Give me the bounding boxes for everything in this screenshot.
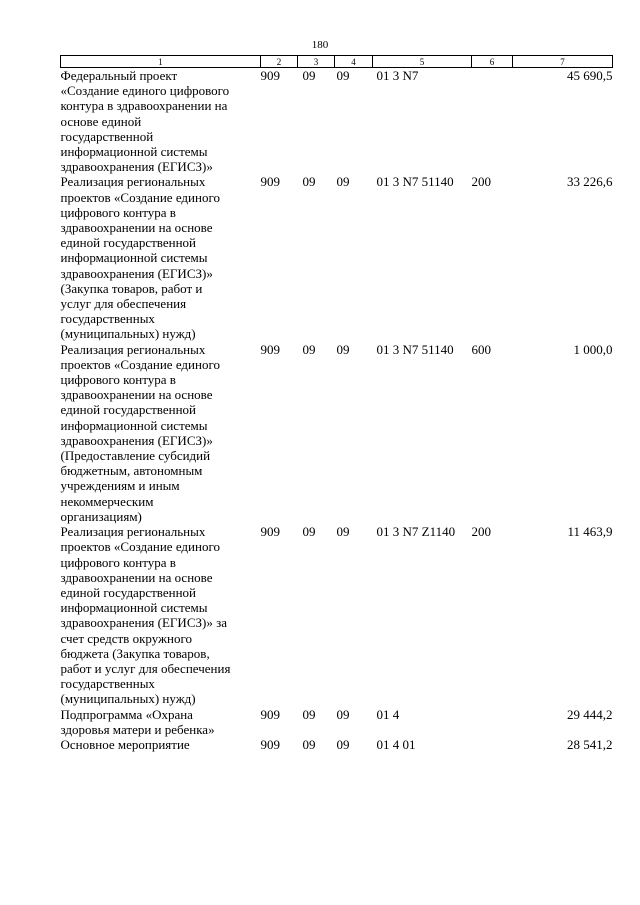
item-name-line: государственных: [60, 676, 155, 692]
admin-code-cell: 909: [260, 706, 280, 722]
subsection-code-cell: 09: [336, 174, 350, 190]
table-row: [61, 707, 613, 737]
table-row: [61, 737, 613, 752]
item-name-line: организациям): [60, 508, 142, 524]
expense-type-cell: [472, 707, 513, 737]
item-name-cell: [61, 174, 261, 341]
column-number: 6: [472, 56, 513, 68]
item-name-line: Основное мероприятие: [60, 736, 190, 752]
item-name-line: (Закупка товаров, работ и: [60, 280, 203, 296]
column-number: 3: [298, 56, 335, 68]
item-name-line: цифрового контура в: [60, 372, 176, 388]
admin-code-cell: 909: [260, 68, 280, 83]
expense-type-cell: [472, 737, 513, 752]
item-name-line: Реализация региональных: [60, 341, 206, 357]
admin-code-cell: 909: [260, 174, 280, 190]
item-name-line: информационной системы: [60, 250, 208, 266]
admin-code-cell: 909: [260, 736, 280, 752]
item-name-cell: [61, 524, 261, 706]
section-code-cell: 09: [302, 341, 316, 357]
subsection-code-cell: 09: [336, 341, 350, 357]
column-number-header-row: [61, 56, 613, 68]
item-name-line: Реализация региональных: [60, 174, 206, 190]
column-number: 5: [373, 56, 472, 68]
item-name-line: здравоохранения (ЕГИСЗ)»: [60, 159, 213, 175]
item-name-line: учреждениям и иным: [60, 478, 180, 494]
item-name-cell: [61, 342, 261, 524]
item-name-line: здравоохранении на основе: [60, 220, 213, 236]
item-name-line: цифрового контура в: [60, 204, 176, 220]
section-code-cell: 09: [302, 174, 316, 190]
amount-cell: 29 444,2: [567, 706, 613, 722]
target-article-cell: 01 3 N7 Z1140: [376, 524, 456, 540]
table-body: [61, 68, 613, 753]
item-name-line: (муниципальных) нужд): [60, 691, 196, 707]
amount-cell: 45 690,5: [567, 68, 613, 83]
item-name-line: Федеральный проект: [60, 68, 178, 83]
amount-cell: 1 000,0: [573, 341, 613, 357]
target-article-cell: 01 3 N7 51140: [376, 174, 454, 190]
item-name-cell: [61, 707, 261, 737]
column-number: 4: [335, 56, 373, 68]
item-name-line: проектов «Создание единого: [60, 356, 220, 372]
item-name-line: государственных: [60, 311, 155, 327]
target-article-cell: 01 3 N7 51140: [376, 341, 454, 357]
item-name-line: Подпрограмма «Охрана: [60, 706, 193, 722]
admin-code-cell: 909: [260, 524, 280, 540]
item-name-line: здравоохранении на основе: [60, 387, 213, 403]
subsection-code-cell: 09: [336, 68, 350, 83]
item-name-line: единой государственной: [60, 584, 196, 600]
item-name-line: проектов «Создание единого: [60, 539, 220, 555]
item-name-line: контура в здравоохранении на: [60, 98, 228, 114]
subsection-code-cell: 09: [336, 736, 350, 752]
item-name-cell: [61, 737, 261, 752]
target-article-cell: 01 4 01: [376, 736, 416, 752]
expense-type-cell: [472, 68, 513, 175]
item-name-cell: [61, 68, 261, 175]
target-article-cell: 01 4: [376, 706, 400, 722]
table-row: [61, 68, 613, 175]
item-name-line: Реализация региональных: [60, 524, 206, 540]
expense-type-cell: 200: [471, 174, 491, 190]
item-name-line: работ и услуг для обеспечения: [60, 660, 231, 676]
section-code-cell: 09: [302, 736, 316, 752]
item-name-line: некоммерческим: [60, 493, 154, 509]
amount-cell: 33 226,6: [567, 174, 613, 190]
amount-cell: 11 463,9: [567, 524, 613, 540]
item-name-line: здравоохранении на основе: [60, 569, 213, 585]
budget-table: [60, 55, 613, 752]
item-name-line: счет средств окружного: [60, 630, 192, 646]
column-number: 7: [513, 56, 613, 68]
table-row: [61, 524, 613, 706]
item-name-line: государственной: [60, 128, 154, 144]
item-name-line: информационной системы: [60, 600, 208, 616]
expense-type-cell: 200: [471, 524, 491, 540]
amount-cell: 28 541,2: [567, 736, 613, 752]
item-name-line: услуг для обеспечения: [60, 296, 187, 312]
section-code-cell: 09: [302, 706, 316, 722]
page-number: 180: [311, 39, 329, 51]
section-code-cell: 09: [302, 524, 316, 540]
item-name-line: здоровья матери и ребенка»: [60, 721, 215, 737]
item-name-line: бюджетным, автономным: [60, 463, 203, 479]
item-name-line: проектов «Создание единого: [60, 189, 220, 205]
item-name-line: «Создание единого цифрового: [60, 83, 230, 99]
column-number: 2: [261, 56, 298, 68]
section-code-cell: 09: [302, 68, 316, 83]
subsection-code-cell: 09: [336, 706, 350, 722]
item-name-line: бюджета (Закупка товаров,: [60, 645, 210, 661]
item-name-line: основе единой: [60, 113, 142, 129]
subsection-code-cell: 09: [336, 524, 350, 540]
item-name-line: здравоохранения (ЕГИСЗ)»: [60, 265, 213, 281]
item-name-line: информационной системы: [60, 144, 208, 160]
item-name-line: единой государственной: [60, 235, 196, 251]
table-row: [61, 342, 613, 524]
item-name-line: единой государственной: [60, 402, 196, 418]
item-name-line: здравоохранения (ЕГИСЗ)» за: [60, 615, 227, 631]
table-row: [61, 174, 613, 341]
item-name-line: цифрового контура в: [60, 554, 176, 570]
target-article-cell: 01 3 N7: [376, 68, 419, 83]
admin-code-cell: 909: [260, 341, 280, 357]
item-name-line: информационной системы: [60, 417, 208, 433]
expense-type-cell: 600: [471, 341, 491, 357]
item-name-line: (муниципальных) нужд): [60, 326, 196, 342]
column-number: 1: [61, 56, 261, 68]
item-name-line: здравоохранения (ЕГИСЗ)»: [60, 432, 213, 448]
item-name-line: (Предоставление субсидий: [60, 448, 211, 464]
